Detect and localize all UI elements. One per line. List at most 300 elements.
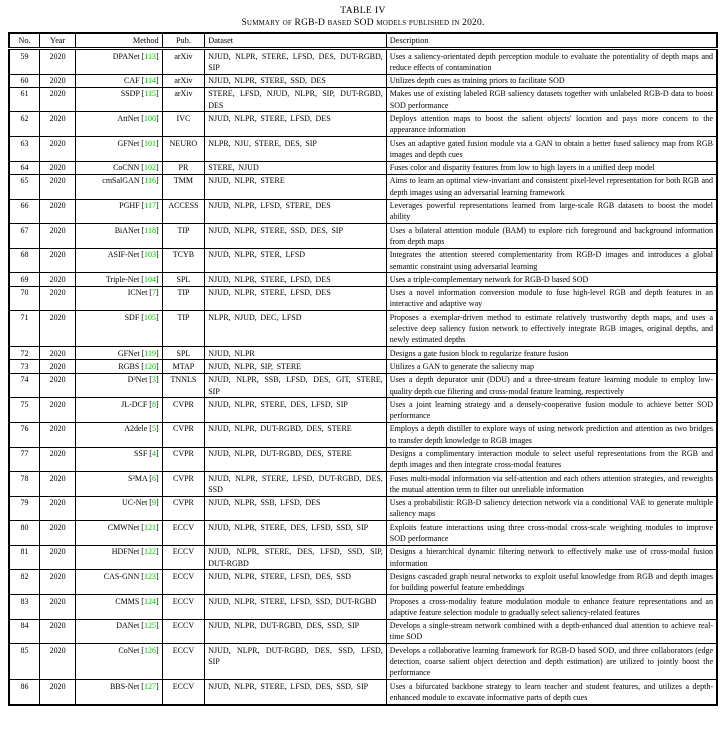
method-name: PGHF xyxy=(119,201,140,211)
table-body xyxy=(9,49,717,705)
year-cell: 2020 xyxy=(39,398,76,423)
description-cell: Fuses color and disparity features from low to high layers in a unified deep model xyxy=(386,161,717,174)
method-name: D³Net xyxy=(127,375,148,385)
citation-link[interactable]: 4 xyxy=(151,449,156,458)
table-row xyxy=(9,49,717,75)
cite-close-bracket: ] xyxy=(155,225,159,235)
publication-cell: IVC xyxy=(162,112,205,137)
cite-close-bracket: ] xyxy=(155,250,159,260)
table-row xyxy=(9,311,717,347)
year-cell: 2020 xyxy=(39,161,76,174)
description-cell: Exploits feature interactions using three cross-modal cross-scale weighting modules to improve SOD performance xyxy=(386,521,717,546)
table-row xyxy=(9,545,717,570)
year-cell: 2020 xyxy=(39,174,76,199)
cite-close-bracket: ] xyxy=(155,113,159,123)
method-name: ASIF-Net xyxy=(107,250,140,260)
model-number-cell: 63 xyxy=(9,137,39,162)
year-cell: 2020 xyxy=(39,521,76,546)
table-row xyxy=(9,248,717,273)
method-cell xyxy=(76,311,162,347)
cite-open-bracket: [ xyxy=(139,274,144,284)
cite-open-bracket: [ xyxy=(147,498,152,508)
publication-cell: ECCV xyxy=(162,570,205,595)
publication-cell: CVPR xyxy=(162,447,205,472)
publication-cell: TNNLS xyxy=(162,373,205,398)
table-title: Summary of RGB-D based SOD models published in 2020. xyxy=(241,18,485,28)
method-name: DPANet xyxy=(112,51,140,61)
publication-cell: TIP xyxy=(162,311,205,347)
cite-close-bracket: ] xyxy=(155,645,159,655)
cite-open-bracket: [ xyxy=(147,449,152,458)
year-cell: 2020 xyxy=(39,373,76,398)
publication-cell: ECCV xyxy=(162,545,205,570)
description-cell: Fuses multi-modal information via self-attention and each others attention strategies, and reweights the mutual attention term to filter out unreliable information xyxy=(386,472,717,497)
cite-open-bracket: [ xyxy=(139,201,145,211)
dataset-cell: NJUD, NLPR, STERE, DES, LFSD, SSD, SIP, DUT-RGBD xyxy=(205,545,387,570)
citation-link[interactable]: 121 xyxy=(143,522,156,532)
publication-cell: arXiv xyxy=(162,87,205,112)
cite-open-bracket: [ xyxy=(139,571,144,581)
cite-open-bracket: [ xyxy=(147,473,152,483)
description-cell: Proposes a exemplar-driven method to estimate relatively trustworthy depth maps, and uses a selective deep saliency fusion network to effectively integrate RGB images, original depths, and newly estimated depths xyxy=(386,311,717,347)
year-cell: 2020 xyxy=(39,496,76,521)
method-cell xyxy=(76,199,162,224)
table-row xyxy=(9,112,717,137)
citation-link[interactable]: 3 xyxy=(151,375,156,385)
dataset-cell: NJUD, NLPR, STERE, LFSD, DUT-RGBD, DES, SSD xyxy=(205,472,387,497)
dataset-cell: NJUD, NLPR, STERE, LFSD, DES, SSD xyxy=(205,570,387,595)
dataset-cell: STERE, NJUD xyxy=(205,161,387,174)
citation-link[interactable]: 115 xyxy=(144,89,156,99)
year-cell: 2020 xyxy=(39,545,76,570)
cite-close-bracket: ] xyxy=(155,348,159,358)
year-cell: 2020 xyxy=(39,472,76,497)
description-cell: Uses a novel information conversion module to fuse high-level RGB and depth features in an interactive and adaptive way xyxy=(386,286,717,311)
model-number-cell: 66 xyxy=(9,199,39,224)
model-number-cell: 62 xyxy=(9,112,39,137)
model-number-cell: 72 xyxy=(9,347,39,360)
citation-link[interactable]: 104 xyxy=(143,274,156,284)
table-row xyxy=(9,619,717,644)
method-name: CAF xyxy=(124,76,140,86)
publication-cell: TCYB xyxy=(162,248,205,273)
cite-open-bracket: [ xyxy=(139,596,144,606)
cite-close-bracket: ] xyxy=(155,621,159,631)
model-number-cell: 78 xyxy=(9,472,39,497)
publication-cell: arXiv xyxy=(162,74,205,87)
year-cell: 2020 xyxy=(39,447,76,472)
dataset-cell: NLPR, NJUD, DEC, LFSD xyxy=(205,311,387,347)
publication-cell: ECCV xyxy=(162,680,205,705)
description-cell: Uses an adaptive gated fusion module via a GAN to obtain a better fused saliency map from RGB images and depth cues xyxy=(386,137,717,162)
column-header-pub: Pub. xyxy=(162,33,205,49)
dataset-cell: NJUD, NLPR, DUT-RGBD, DES, STERE xyxy=(205,447,387,472)
model-number-cell: 60 xyxy=(9,74,39,87)
publication-cell: CVPR xyxy=(162,472,205,497)
model-number-cell: 86 xyxy=(9,680,39,705)
model-number-cell: 73 xyxy=(9,360,39,373)
method-name: DANet xyxy=(116,621,140,631)
method-cell xyxy=(76,286,162,311)
table-row xyxy=(9,398,717,423)
model-number-cell: 82 xyxy=(9,570,39,595)
citation-link[interactable]: 102 xyxy=(143,163,156,173)
cite-close-bracket: ] xyxy=(155,571,159,581)
method-name: GFNet xyxy=(117,348,140,358)
year-cell: 2020 xyxy=(39,286,76,311)
method-cell xyxy=(76,398,162,423)
method-cell xyxy=(76,248,162,273)
dataset-cell: NJUD, NLPR, STERE, LFSD, DES xyxy=(205,286,387,311)
method-cell xyxy=(76,137,162,162)
year-cell: 2020 xyxy=(39,248,76,273)
method-name: SSDP xyxy=(120,89,140,99)
method-name: BiANet xyxy=(114,225,140,235)
citation-link[interactable]: 114 xyxy=(144,76,156,86)
cite-open-bracket: [ xyxy=(139,361,144,371)
method-name: GFNet xyxy=(117,138,140,148)
model-number-cell: 85 xyxy=(9,644,39,680)
table-row xyxy=(9,644,717,680)
model-number-cell: 67 xyxy=(9,224,39,249)
citation-link[interactable]: 127 xyxy=(143,681,156,691)
publication-cell: arXiv xyxy=(162,49,205,75)
cite-open-bracket: [ xyxy=(139,89,145,99)
year-cell: 2020 xyxy=(39,49,76,75)
table-number: TABLE IV xyxy=(340,6,386,16)
dataset-cell: NJUD, NLPR, STER, LFSD xyxy=(205,248,387,273)
method-cell xyxy=(76,545,162,570)
model-number-cell: 69 xyxy=(9,273,39,286)
citation-link[interactable]: 6 xyxy=(151,473,156,483)
year-cell: 2020 xyxy=(39,644,76,680)
dataset-cell: NJUD, NLPR, STERE, SSD, DES xyxy=(205,74,387,87)
publication-cell: NEURO xyxy=(162,137,205,162)
dataset-cell: NLPR, NJU, STERE, DES, SIP xyxy=(205,137,387,162)
cite-close-bracket: ] xyxy=(155,681,159,691)
dataset-cell: STERE, LFSD, NJUD, NLPR, SIP, DUT-RGBD, DES xyxy=(205,87,387,112)
table-row xyxy=(9,472,717,497)
dataset-cell: NJUD, NLPR, STERE, LFSD, DES, DUT-RGBD, SIP xyxy=(205,49,387,75)
method-cell xyxy=(76,87,162,112)
column-header-no: No. xyxy=(9,33,39,49)
dataset-cell: NJUD, NLPR, STERE, LFSD, DES, SSD, SIP xyxy=(205,680,387,705)
cite-open-bracket: [ xyxy=(139,348,145,358)
year-cell: 2020 xyxy=(39,224,76,249)
year-cell: 2020 xyxy=(39,74,76,87)
model-number-cell: 80 xyxy=(9,521,39,546)
method-name: A2dele xyxy=(124,424,148,434)
table-row xyxy=(9,161,717,174)
method-cell xyxy=(76,595,162,620)
cite-open-bracket: [ xyxy=(139,225,145,235)
method-cell xyxy=(76,447,162,472)
dataset-cell: NJUD, NLPR xyxy=(205,347,387,360)
cite-close-bracket: ] xyxy=(155,473,159,483)
cite-open-bracket: [ xyxy=(139,312,144,322)
description-cell: Leverages powerful representations learned from large-scale RGB datasets to boost the model ability xyxy=(386,199,717,224)
publication-cell: CVPR xyxy=(162,422,205,447)
publication-cell: ECCV xyxy=(162,644,205,680)
cite-close-bracket: ] xyxy=(155,51,159,61)
citation-link[interactable]: 125 xyxy=(143,621,156,631)
citation-link[interactable]: 100 xyxy=(143,113,156,123)
cite-close-bracket: ] xyxy=(155,274,159,284)
table-row xyxy=(9,422,717,447)
publication-cell: TMM xyxy=(162,174,205,199)
sod-models-table xyxy=(8,32,718,706)
method-cell xyxy=(76,644,162,680)
model-number-cell: 75 xyxy=(9,398,39,423)
method-name: BBS-Net xyxy=(109,681,140,691)
method-name: CoNet xyxy=(118,645,140,655)
cite-open-bracket: [ xyxy=(139,621,144,631)
model-number-cell: 76 xyxy=(9,422,39,447)
method-name: UC-Net xyxy=(121,498,148,508)
publication-cell: TIP xyxy=(162,224,205,249)
table-row xyxy=(9,521,717,546)
publication-cell: CVPR xyxy=(162,496,205,521)
dataset-cell: NJUD, NLPR, DUT-RGBD, DES, SSD, LFSD, SIP xyxy=(205,644,387,680)
dataset-cell: NJUD, NLPR, DUT-RGBD, DES, SSD, SIP xyxy=(205,619,387,644)
cite-open-bracket: [ xyxy=(139,51,145,61)
table-row xyxy=(9,347,717,360)
cite-close-bracket: ] xyxy=(155,89,159,99)
citation-link[interactable]: 123 xyxy=(143,571,156,581)
table-row xyxy=(9,360,717,373)
dataset-cell: NJUD, NLPR, SSB, LFSD, DES, GIT, STERE, SIP xyxy=(205,373,387,398)
cite-open-bracket: [ xyxy=(147,424,152,434)
model-number-cell: 77 xyxy=(9,447,39,472)
table-row xyxy=(9,137,717,162)
citation-link[interactable]: 7 xyxy=(151,288,156,298)
citation-link[interactable]: 113 xyxy=(144,51,156,61)
dataset-cell: NJUD, NLPR, STERE, LFSD, SSD, DUT-RGBD xyxy=(205,595,387,620)
year-cell: 2020 xyxy=(39,570,76,595)
description-cell: Employs a depth distiller to explore ways of using network prediction and attention as two bridges to transfer depth knowledge to RGB images xyxy=(386,422,717,447)
cite-close-bracket: ] xyxy=(155,312,159,322)
description-cell: Designs a complimentary interaction module to select useful representations from the RGB and depth images and then integrate cross-modal features xyxy=(386,447,717,472)
cite-close-bracket: ] xyxy=(155,138,159,148)
table-caption xyxy=(0,0,726,29)
table-row xyxy=(9,595,717,620)
model-number-cell: 65 xyxy=(9,174,39,199)
dataset-cell: NJUD, NLPR, STERE xyxy=(205,174,387,199)
citation-link[interactable]: 105 xyxy=(143,312,156,322)
citation-link[interactable]: 103 xyxy=(143,250,156,260)
method-cell xyxy=(76,273,162,286)
cite-open-bracket: [ xyxy=(139,547,144,557)
method-cell xyxy=(76,422,162,447)
description-cell: Utilizes depth cues as training priors to facilitate SOD xyxy=(386,74,717,87)
dataset-cell: NJUD, NLPR, STERE, LFSD, DES xyxy=(205,112,387,137)
year-cell: 2020 xyxy=(39,347,76,360)
dataset-cell: NJUD, NLPR, STERE, DES, LFSD, SSD, SIP xyxy=(205,521,387,546)
publication-cell: CVPR xyxy=(162,398,205,423)
cite-open-bracket: [ xyxy=(147,288,152,298)
description-cell: Uses a depth depurator unit (DDU) and a three-stream feature learning module to employ low-quality depth cue filtering and cross-modal feature learning, respectively xyxy=(386,373,717,398)
header-row xyxy=(9,33,717,49)
table-row xyxy=(9,570,717,595)
publication-cell: ECCV xyxy=(162,595,205,620)
method-name: S²MA xyxy=(128,473,148,483)
year-cell: 2020 xyxy=(39,199,76,224)
cite-open-bracket: [ xyxy=(139,250,144,260)
method-name: RGBS xyxy=(118,361,140,371)
year-cell: 2020 xyxy=(39,112,76,137)
description-cell: Develops a single-stream network combined with a depth-enhanced dual attention to achieve real-time SOD xyxy=(386,619,717,644)
publication-cell: ACCESS xyxy=(162,199,205,224)
dataset-cell: NJUD, NLPR, STERE, LFSD, DES xyxy=(205,273,387,286)
method-cell xyxy=(76,112,162,137)
method-name: ICNet xyxy=(127,288,148,298)
citation-link[interactable]: 9 xyxy=(151,498,156,508)
cite-close-bracket: ] xyxy=(155,361,159,371)
cite-open-bracket: [ xyxy=(139,522,144,532)
description-cell: Integrates the attention steered complementarity from RGB-D images and introduces a global semantic constraint using adversarial learning xyxy=(386,248,717,273)
method-cell xyxy=(76,570,162,595)
method-name: SDF xyxy=(124,312,140,322)
method-name: cmSalGAN xyxy=(102,176,140,186)
method-name: CAS-GNN xyxy=(103,571,140,581)
year-cell: 2020 xyxy=(39,87,76,112)
method-cell xyxy=(76,496,162,521)
method-name: CoCNN xyxy=(113,163,140,173)
table-row xyxy=(9,87,717,112)
cite-close-bracket: ] xyxy=(155,163,159,173)
cite-close-bracket: ] xyxy=(155,201,159,211)
method-cell xyxy=(76,174,162,199)
cite-open-bracket: [ xyxy=(139,113,144,123)
description-cell: Designs cascaded graph neural networks to exploit useful knowledge from RGB and depth images for building powerful feature embeddings xyxy=(386,570,717,595)
cite-open-bracket: [ xyxy=(139,76,145,86)
method-name: CMMS xyxy=(115,596,140,606)
description-cell: Makes use of existing labeled RGB saliency datasets together with unlabeled RGB-D data to boost SOD performance xyxy=(386,87,717,112)
table-row xyxy=(9,224,717,249)
column-header-dataset: Dataset xyxy=(205,33,387,49)
model-number-cell: 81 xyxy=(9,545,39,570)
model-number-cell: 84 xyxy=(9,619,39,644)
dataset-cell: NJUD, NLPR, LFSD, STERE, DES xyxy=(205,199,387,224)
description-cell: Uses a bifurcated backbone strategy to learn teacher and student features, and utilizes a depth-enhanced module to excavate informative parts of depth cues xyxy=(386,680,717,705)
cite-close-bracket: ] xyxy=(155,547,159,557)
model-number-cell: 70 xyxy=(9,286,39,311)
model-number-cell: 79 xyxy=(9,496,39,521)
method-name: SSF xyxy=(133,449,148,458)
description-cell: Uses a probabilistic RGB-D saliency detection network via a conditional VAE to generate multiple saliency maps xyxy=(386,496,717,521)
description-cell: Uses a saliency-orientated depth perception module to evaluate the potentiality of depth maps and reduce effects of contamination xyxy=(386,49,717,75)
cite-close-bracket: ] xyxy=(155,449,159,458)
method-name: JL-DCF xyxy=(121,399,148,409)
table-row xyxy=(9,199,717,224)
description-cell: Uses a joint learning strategy and a densely-cooperative fusion module to achieve better SOD performance xyxy=(386,398,717,423)
method-name: HDFNet xyxy=(111,547,140,557)
description-cell: Deploys attention maps to boost the salient objects' location and pays more concern to the appearance information xyxy=(386,112,717,137)
cite-close-bracket: ] xyxy=(155,76,159,86)
citation-link[interactable]: 119 xyxy=(144,348,156,358)
publication-cell: ECCV xyxy=(162,521,205,546)
model-number-cell: 64 xyxy=(9,161,39,174)
citation-link[interactable]: 126 xyxy=(143,645,156,655)
cite-close-bracket: ] xyxy=(155,176,159,186)
description-cell: Uses a triple-complementary network for RGB-D based SOD xyxy=(386,273,717,286)
table-row xyxy=(9,373,717,398)
method-cell xyxy=(76,472,162,497)
dataset-cell: NJUD, NLPR, SIP, STERE xyxy=(205,360,387,373)
year-cell: 2020 xyxy=(39,422,76,447)
table-row xyxy=(9,680,717,705)
citation-link[interactable]: 122 xyxy=(143,547,156,557)
cite-open-bracket: [ xyxy=(139,163,144,173)
description-cell: Utilizes a GAN to generate the saliecny map xyxy=(386,360,717,373)
citation-link[interactable]: 116 xyxy=(144,176,156,186)
citation-link[interactable]: 5 xyxy=(151,424,156,434)
publication-cell: SPL xyxy=(162,347,205,360)
model-number-cell: 71 xyxy=(9,311,39,347)
table-row xyxy=(9,74,717,87)
method-cell xyxy=(76,49,162,75)
cite-open-bracket: [ xyxy=(147,375,152,385)
citation-link[interactable]: 124 xyxy=(143,596,156,606)
publication-cell: PR xyxy=(162,161,205,174)
model-number-cell: 74 xyxy=(9,373,39,398)
citation-link[interactable]: 101 xyxy=(143,138,156,148)
method-cell xyxy=(76,161,162,174)
year-cell: 2020 xyxy=(39,619,76,644)
dataset-cell: NJUD, NLPR, SSB, LFSD, DES xyxy=(205,496,387,521)
method-cell xyxy=(76,619,162,644)
method-name: AttNet xyxy=(117,113,140,123)
table-row xyxy=(9,174,717,199)
description-cell: Proposes a cross-modality feature modulation module to enhance feature representations and an adaptive feature selection module to gradually select saliency-related features xyxy=(386,595,717,620)
table-row xyxy=(9,273,717,286)
cite-close-bracket: ] xyxy=(155,375,159,385)
column-header-method: Method xyxy=(76,33,162,49)
publication-cell: MTAP xyxy=(162,360,205,373)
year-cell: 2020 xyxy=(39,680,76,705)
description-cell: Designs a gate fusion block to regularize feature fusion xyxy=(386,347,717,360)
cite-close-bracket: ] xyxy=(155,424,159,434)
cite-close-bracket: ] xyxy=(155,596,159,606)
table-row xyxy=(9,286,717,311)
method-cell xyxy=(76,521,162,546)
year-cell: 2020 xyxy=(39,273,76,286)
citation-link[interactable]: 8 xyxy=(151,399,156,409)
citation-link[interactable]: 120 xyxy=(143,361,156,371)
citation-link[interactable]: 118 xyxy=(144,225,156,235)
description-cell: Designs a hierarchical dynamic filtering network to effectively make use of cross-modal fusion information xyxy=(386,545,717,570)
model-number-cell: 59 xyxy=(9,49,39,75)
cite-open-bracket: [ xyxy=(147,399,152,409)
table-row xyxy=(9,496,717,521)
cite-close-bracket: ] xyxy=(155,498,159,508)
year-cell: 2020 xyxy=(39,137,76,162)
citation-link[interactable]: 117 xyxy=(144,201,156,211)
method-cell xyxy=(76,360,162,373)
model-number-cell: 83 xyxy=(9,595,39,620)
method-cell xyxy=(76,74,162,87)
publication-cell: TIP xyxy=(162,286,205,311)
method-cell xyxy=(76,680,162,705)
cite-open-bracket: [ xyxy=(139,681,144,691)
dataset-cell: NJUD, NLPR, DUT-RGBD, DES, STERE xyxy=(205,422,387,447)
model-number-cell: 61 xyxy=(9,87,39,112)
year-cell: 2020 xyxy=(39,595,76,620)
year-cell: 2020 xyxy=(39,311,76,347)
cite-open-bracket: [ xyxy=(139,138,144,148)
model-number-cell: 68 xyxy=(9,248,39,273)
table-row xyxy=(9,447,717,472)
